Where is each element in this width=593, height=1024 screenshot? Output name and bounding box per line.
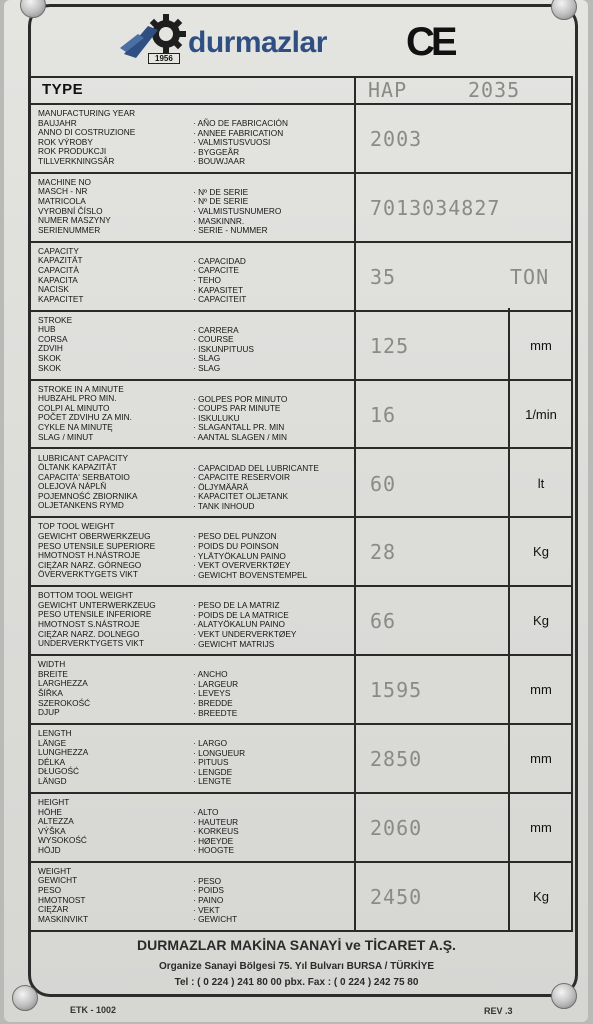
row-labels-right: · Nº DE SERIE · Nº DE SERIE · VALMISTUSNUMERO · MASKINNR. · SERIE - NUMMER [193, 186, 282, 236]
company-address: Organize Sanayi Bölgesi 75. Yıl Bulvarı BURSA / TÜRKİYE [158, 961, 435, 972]
row-value: 2060 [370, 816, 423, 840]
row-value: 2003 [370, 127, 423, 151]
row-labels-right: · LARGO · LONGUEUR · PITUUS · LENGDE · LENGTE [193, 738, 246, 787]
row-value: 2450 [370, 884, 423, 909]
row-unit: Kg [533, 613, 549, 629]
company-contact: Tel : ( 0 224 ) 241 80 00 pbx. Fax : ( 0 224 ) 242 75 80 [174, 977, 419, 988]
spec-row [28, 518, 573, 587]
row-value: 1595 [370, 678, 423, 703]
row-labels-left: LENGTH LÄNGE LUNGHEZZA DÉLKA DŁUGOŚĆ LÄNGD [38, 728, 89, 787]
screw-bottom-left [12, 985, 38, 1011]
row-labels-right: · AÑO DE FABRICACIÓN · ANNEE FABRICATION · VALMISTUSVUOSI · BYGGEÅR · BOUWJAAR [193, 118, 288, 167]
ce-mark: CE [406, 20, 454, 64]
row-labels-left: STROKE HUB CORSA ZDVIH SKOK SKOK [38, 314, 73, 373]
row-value: 2850 [370, 747, 423, 772]
brand-name: durmazlar [188, 26, 327, 59]
row-labels-right: · PESO DEL PUNZON · POIDS DU POINSON · YLÄTYÖKALUN PAINO · VEKT OVERVERKTØEY · GEWICHT BOVENSTEMPEL [193, 531, 308, 580]
row-value: 28 [370, 540, 397, 565]
row-labels-right: · CARRERA · COURSE · ISKUNPITUUS · SLAG · SLAG [193, 324, 254, 374]
row-value: 35 [370, 264, 397, 289]
row-labels-right: · ALTO · HAUTEUR · KORKEUS · HØEYDE · HOOGTE [193, 807, 239, 856]
row-unit: 1/min [525, 406, 557, 422]
spec-table [28, 76, 573, 932]
row-labels-right: · ANCHO · LARGEUR · LEVEYS · BREDDE · BREEDTE [193, 669, 239, 718]
row-labels-left: HEIGHT HÖHE ALTEZZA VÝŠKA WYSOKOŚĆ HÖJD [38, 797, 87, 855]
row-unit: mm [530, 682, 552, 698]
row-labels-right: · GOLPES POR MINUTO · COUPS PAR MINUTE · ISKULUKU · SLAGANTALL PR. MIN · AANTAL SLAGEN / MIN [193, 393, 288, 442]
row-unit: lt [537, 475, 545, 491]
row-labels-left: MACHINE NO MASCH - NR MATRICOLA VYROBNÍ ČÍSLO NUMER MASZYNY SERIENUMMER [38, 176, 111, 235]
row-unit: TON [510, 264, 550, 289]
row-value: 16 [370, 402, 397, 427]
spec-row [28, 794, 573, 863]
company-name: DURMAZLAR MAKİNA SANAYİ ve TİCARET A.Ş. [137, 937, 456, 953]
spec-row [28, 312, 573, 381]
row-divider [28, 930, 573, 932]
row-labels-left: TOP TOOL WEIGHT GEWICHT OBERWERKZEUG PESO UTENSILE SUPERIORE HMOTNOST H.NÁSTROJE CIĘŻAR NARZ. GÓRNEGO ÖVERVERKTYGETS VIKT [38, 521, 156, 580]
row-unit: mm [530, 820, 552, 835]
row-labels-left: LUBRICANT CAPACITY ÖLTANK KAPAZITÄT CAPACITA' SERBATOIO OLEJOVÁ NÁPLŇ POJEMNOŚĆ ZBIORNIKA OLJETANKENS RYMD [38, 452, 138, 511]
row-labels-left: BOTTOM TOOL WEIGHT GEWICHT UNTERWERKZEUG PESO UTENSILE INFERIORE HMOTNOST S.NÁSTROJE CIĘŻAR NARZ. DOLNEGO UNDERVERKTYGETS VIKT [38, 590, 156, 649]
type-label: TYPE [42, 81, 84, 98]
type-model: HAP [368, 78, 408, 102]
row-unit: mm [530, 337, 552, 353]
brand-year: 1956 [148, 53, 180, 64]
row-labels-left: WEIGHT GEWICHT PESO HMOTNOST CIĘŻAR MASKINVIKT [38, 865, 89, 924]
spec-row [28, 381, 573, 450]
type-number: 2035 [468, 78, 521, 102]
spec-row [28, 174, 573, 243]
spec-row [28, 587, 573, 656]
row-labels-left: CAPACITY KAPAZITÄT CAPACITÀ KAPACITA NACISK KAPACITET [38, 245, 84, 304]
row-labels-right: · CAPACIDAD DEL LUBRICANTE · CAPACITE RESERVOIR · ÖLJYMÄÄRÄ · KAPACITET OLJETANK · TANK INHOUD [193, 462, 319, 511]
spec-row [28, 863, 573, 932]
row-labels-left: MANUFACTURING YEAR BAUJAHR ANNO DI COSTRUZIONE ROK VÝROBY ROK PRODUKCJI TILLVERKNINGSÅR [38, 108, 136, 166]
row-unit: mm [530, 751, 552, 767]
spec-row [28, 725, 573, 794]
brand-logo [118, 8, 398, 70]
row-labels-left: STROKE IN A MINUTE HUBZAHL PRO MIN. COLPI AL MINUTO POČET ZDVIHU ZA MIN. CYKLE NA MINUTĘ SLAG / MINUT [38, 383, 132, 442]
label-code: ETK - 1002 [70, 1005, 117, 1015]
row-value: 66 [370, 609, 397, 634]
spec-row [28, 105, 573, 174]
row-labels-right: · CAPACIDAD · CAPACITE · TEHO · KAPASITET · CAPACITEIT [193, 255, 247, 305]
row-unit: Kg [533, 544, 549, 560]
spec-row [28, 243, 573, 312]
row-value: 7013034827 [370, 195, 501, 220]
row-labels-left: WIDTH BREITE LARGHEZZA ŠÍŘKA SZEROKOŚĆ DJUP [38, 659, 91, 718]
row-value: 125 [370, 333, 410, 358]
row-labels-right: · PESO DE LA MATRIZ · POIDS DE LA MATRICE · ALATYÖKALUN PAINO · VEKT UNDERVERKTØEY · GEWICHT MATRIJS [193, 600, 297, 649]
row-labels-right: · PESO · POIDS · PAINO · VEKT · GEWICHT [193, 875, 238, 925]
spec-row [28, 656, 573, 725]
spec-row [28, 450, 573, 519]
row-value: 60 [370, 471, 397, 496]
revision: REV .3 [484, 1006, 513, 1016]
row-unit: Kg [533, 888, 549, 904]
